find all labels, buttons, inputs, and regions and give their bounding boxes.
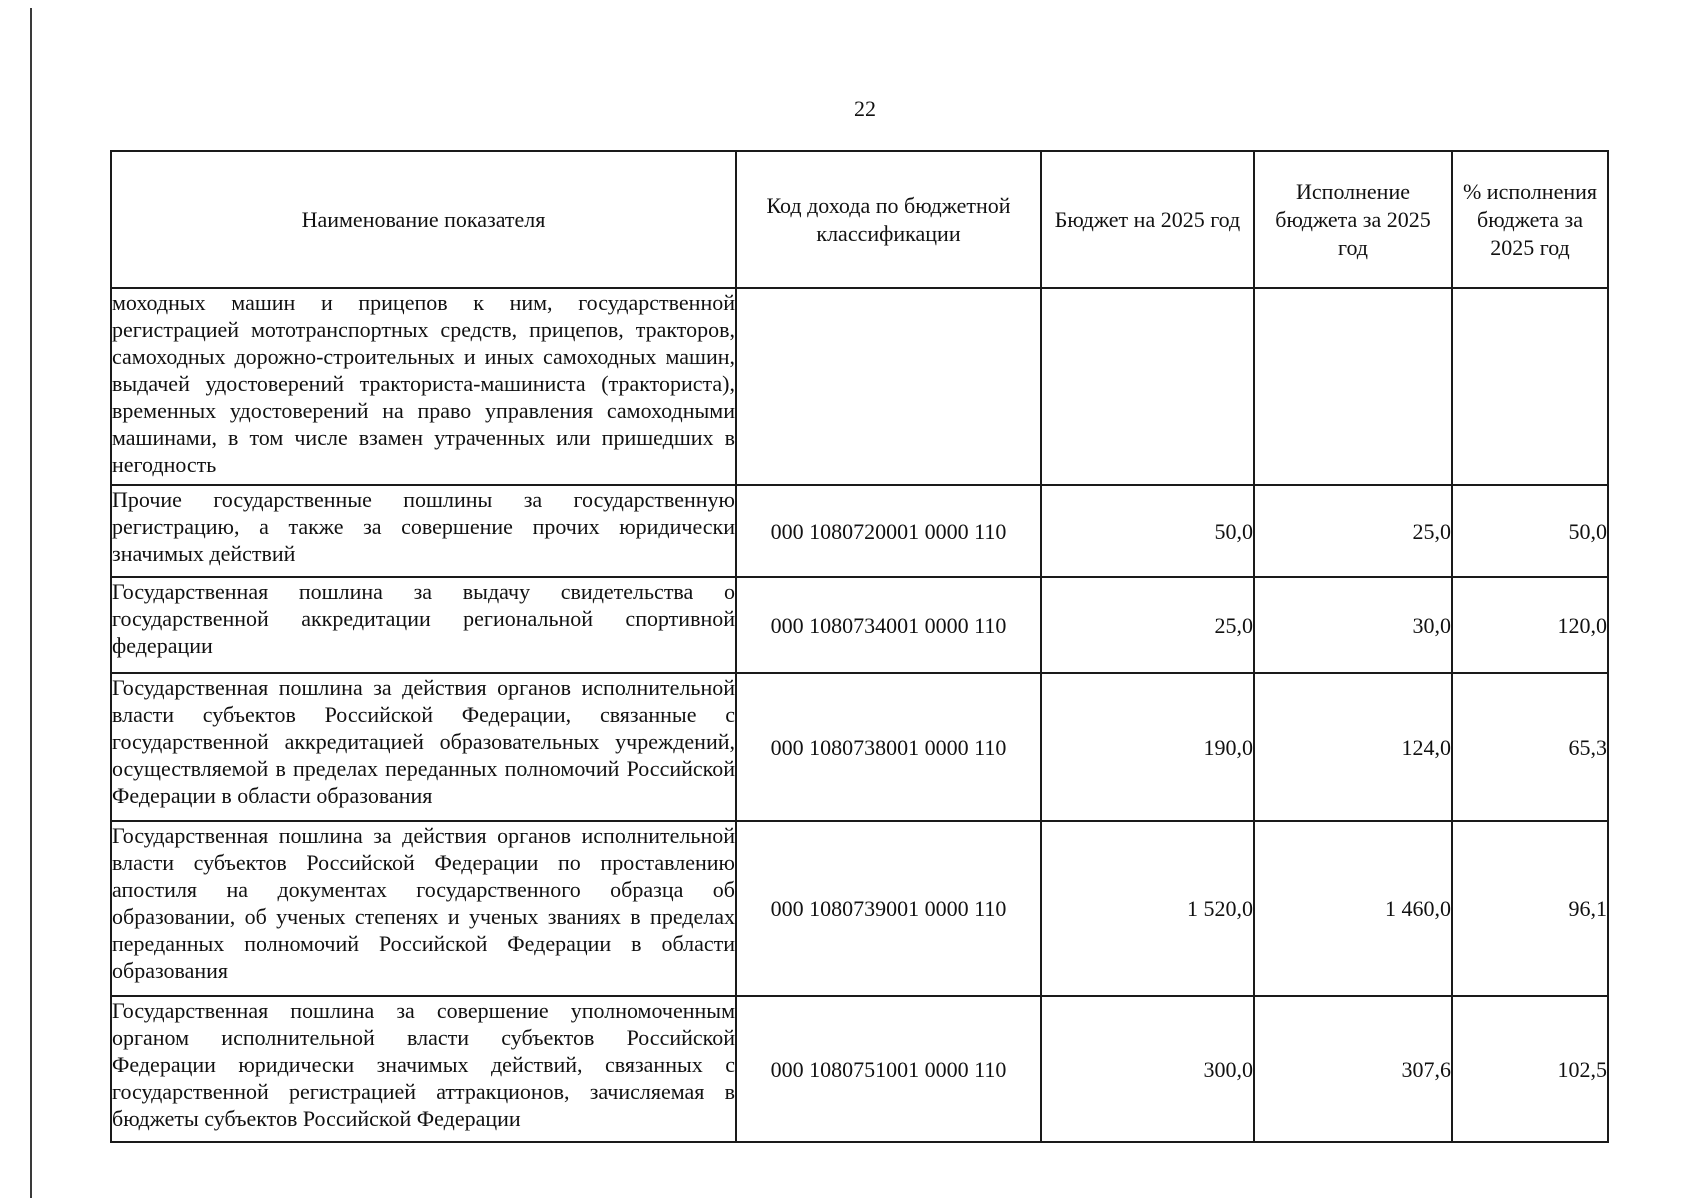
row-execution-cell: 307,6 [1254, 996, 1452, 1142]
table-row [111, 577, 1608, 673]
table-row [111, 821, 1608, 996]
row-percent-cell: 50,0 [1452, 485, 1608, 577]
row-percent-cell: 65,3 [1452, 673, 1608, 821]
row-percent-cell: 102,5 [1452, 996, 1608, 1142]
row-percent-cell [1452, 288, 1608, 485]
page-margin-line [30, 8, 32, 1198]
row-code-cell: 000 1080739001 0000 110 [736, 821, 1041, 996]
header-execution: Исполнение бюджета за 2025 год [1254, 151, 1452, 288]
row-name-cell: Государственная пошлина за действия органов исполнительной власти субъектов Российской Федерации, связанные с государственной аккредитацией образовательных учреждений, осуществляемой в пределах переданных полномочий Российской Федерации в области образования [111, 673, 736, 821]
row-execution-cell: 30,0 [1254, 577, 1452, 673]
budget-table [110, 150, 1609, 1143]
row-budget-cell: 25,0 [1041, 577, 1254, 673]
row-code-cell: 000 1080751001 0000 110 [736, 996, 1041, 1142]
row-name-cell: Государственная пошлина за совершение уполномоченным органом исполнительной власти субъектов Российской Федерации юридически значимых действий, связанных с государственной регистрацией аттракционов, зачисляемая в бюджеты субъектов Российской Федерации [111, 996, 736, 1142]
header-code: Код дохода по бюджетной классификации [736, 151, 1041, 288]
row-execution-cell: 1 460,0 [1254, 821, 1452, 996]
row-code-cell: 000 1080738001 0000 110 [736, 673, 1041, 821]
header-percent: % исполнения бюджета за 2025 год [1452, 151, 1608, 288]
row-code-cell: 000 1080734001 0000 110 [736, 577, 1041, 673]
row-budget-cell [1041, 288, 1254, 485]
row-budget-cell: 50,0 [1041, 485, 1254, 577]
row-code-cell [736, 288, 1041, 485]
header-budget: Бюджет на 2025 год [1041, 151, 1254, 288]
table-row [111, 485, 1608, 577]
page-number: 22 [854, 96, 876, 121]
table-row [111, 996, 1608, 1142]
row-budget-cell: 300,0 [1041, 996, 1254, 1142]
row-name-cell: Прочие государственные пошлины за государственную регистрацию, а также за совершение прочих юридически значимых действий [111, 485, 736, 577]
row-code-cell: 000 1080720001 0000 110 [736, 485, 1041, 577]
table-row [111, 673, 1608, 821]
header-name: Наименование показателя [111, 151, 736, 288]
row-percent-cell: 96,1 [1452, 821, 1608, 996]
row-budget-cell: 190,0 [1041, 673, 1254, 821]
row-name-cell: Государственная пошлина за выдачу свидетельства о государственной аккредитации региональной спортивной федерации [111, 577, 736, 673]
table-row [111, 288, 1608, 485]
row-percent-cell: 120,0 [1452, 577, 1608, 673]
row-name-cell: моходных машин и прицепов к ним, государственной регистрацией мототранспортных средств, прицепов, тракторов, самоходных дорожно-строительных и иных самоходных машин, выдачей удостоверений тракториста-машиниста (тракториста), временных удостоверений на право управления самоходными машинами, в том числе взамен утраченных или пришедших в негодность [111, 288, 736, 485]
row-budget-cell: 1 520,0 [1041, 821, 1254, 996]
row-name-cell: Государственная пошлина за действия органов исполнительной власти субъектов Российской Федерации по проставлению апостиля на документах государственного образца об образовании, об ученых степенях и ученых званиях в пределах переданных полномочий Российской Федерации в области образования [111, 821, 736, 996]
row-execution-cell: 124,0 [1254, 673, 1452, 821]
table-header-row [111, 151, 1608, 288]
row-execution-cell: 25,0 [1254, 485, 1452, 577]
row-execution-cell [1254, 288, 1452, 485]
